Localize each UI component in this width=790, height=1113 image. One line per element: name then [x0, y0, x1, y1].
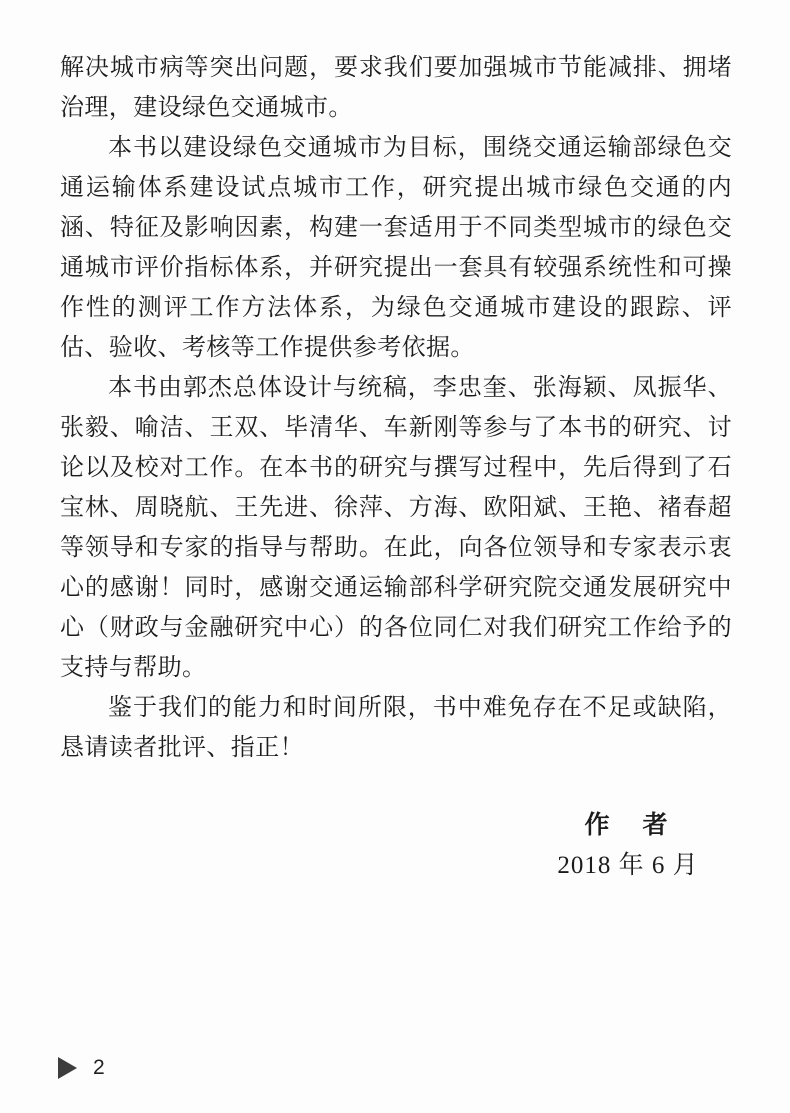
signature-author: 作 者: [584, 812, 672, 839]
body-paragraph-continuation: 解决城市病等突出问题，要求我们要加强城市节能减排、拥堵治理，建设绿色交通城市。: [60, 55, 732, 121]
page-footer: [58, 1056, 105, 1080]
body-text: [60, 48, 732, 768]
signature-date: 2018 年 6 月: [557, 852, 699, 879]
signature-block: [508, 806, 748, 886]
body-paragraph: 本书由郭杰总体设计与统稿，李忠奎、张海颖、凤振华、张毅、喻洁、王双、毕清华、车新刚等参与了本书的研究、讨论以及校对工作。在本书的研究与撰写过程中，先后得到了石宝林、周晓航、王先进、徐萍、方海、欧阳斌、王艳、褚春超等领导和专家的指导与帮助。在此，向各位领导和专家表示衷心的感谢！同时，感谢交通运输部科学研究院交通发展研究中心（财政与金融研究中心）的各位同仁对我们研究工作给予的支持与帮助。: [60, 375, 732, 681]
page-number: 2: [93, 1056, 105, 1079]
body-paragraph: 鉴于我们的能力和时间所限，书中难免存在不足或缺陷，恳请读者批评、指正！: [60, 695, 732, 761]
right-triangle-icon: [58, 1057, 77, 1079]
body-paragraph: 本书以建设绿色交通城市为目标，围绕交通运输部绿色交通运输体系建设试点城市工作，研究提出城市绿色交通的内涵、特征及影响因素，构建一套适用于不同类型城市的绿色交通城市评价指标体系，并研究提出一套具有较强系统性和可操作性的测评工作方法体系，为绿色交通城市建设的跟踪、评估、验收、考核等工作提供参考依据。: [60, 135, 732, 361]
